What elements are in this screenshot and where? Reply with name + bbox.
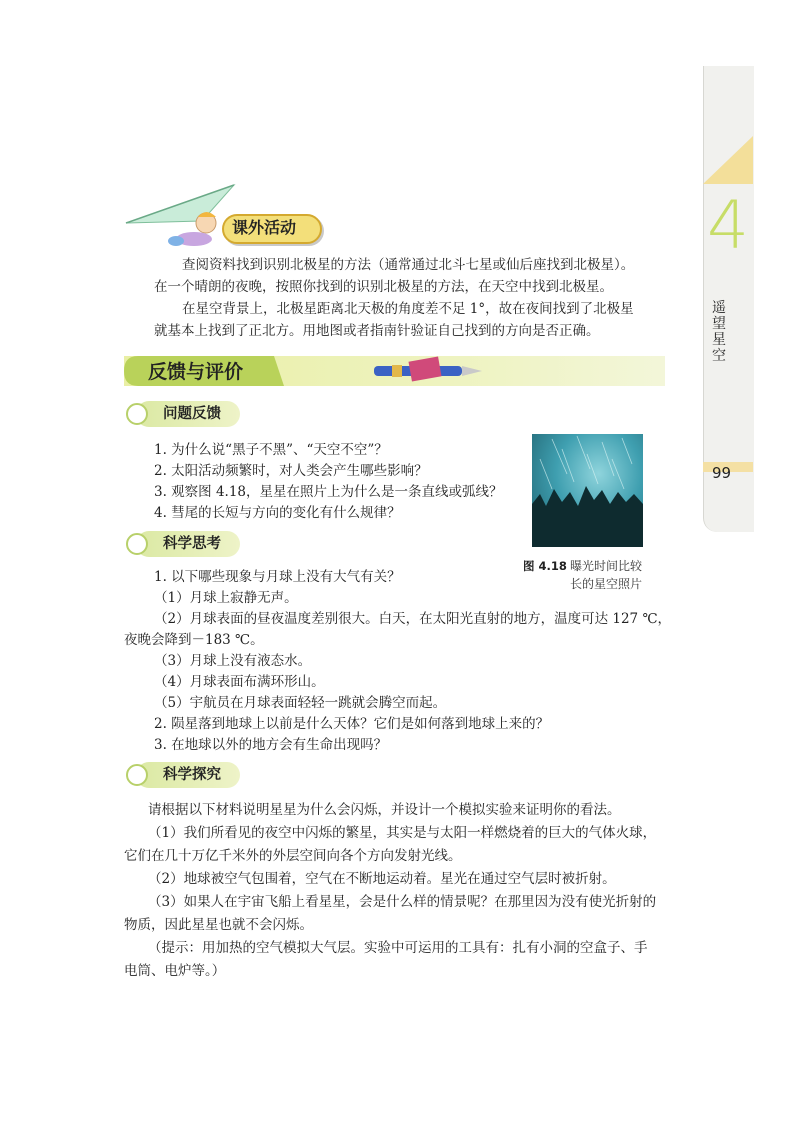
activity-title: 课外活动 xyxy=(232,218,297,237)
star-trail-photo xyxy=(532,434,643,547)
page-number: 99 xyxy=(712,464,732,482)
star-trail-image xyxy=(532,434,643,547)
activity-text-line: 查阅资料找到识别北极星的方法（通常通过北斗七星或仙后座找到北极星）。 xyxy=(182,257,635,273)
chapter-title: 遥望星空 xyxy=(712,300,726,364)
thinking-line: 夜晚会降到－183 ℃。 xyxy=(124,632,264,648)
science-inquiry-title: 科学探究 xyxy=(163,767,221,783)
figure-number: 图 4.18 xyxy=(523,559,567,573)
inquiry-line: （3）如果人在宇宙飞船上看星星，会是什么样的情景呢？在那里因为没有使光折射的 xyxy=(148,894,657,910)
thinking-line: 1. 以下哪些现象与月球上没有大气有关？ xyxy=(154,569,401,585)
thinking-line: （1）月球上寂静无声。 xyxy=(154,590,298,606)
pill-bullet-icon xyxy=(126,403,148,425)
thinking-line: （3）月球上没有液态水。 xyxy=(154,653,312,669)
tab-triangle-decoration xyxy=(703,136,753,184)
pill-bullet-icon xyxy=(126,764,148,786)
science-thinking-title: 科学思考 xyxy=(163,536,221,552)
inquiry-line: 电筒、电炉等。） xyxy=(124,963,226,979)
chapter-number: 4 xyxy=(707,187,749,264)
inquiry-line: （1）我们所看见的夜空中闪烁的繁星，其实是与太阳一样燃烧着的巨大的气体火球， xyxy=(148,825,657,841)
inquiry-line: 它们在几十万亿千米外的外层空间向各个方向发射光线。 xyxy=(124,848,462,864)
question-item: 1. 为什么说“黑子不黑”、“天空不空”？ xyxy=(154,442,388,458)
activity-text-line: 在星空背景上，北极星距离北天极的角度差不足 1°，故在夜间找到了北极星 xyxy=(182,301,634,317)
feedback-title: 反馈与评价 xyxy=(148,361,244,383)
question-feedback-title: 问题反馈 xyxy=(163,406,221,422)
thinking-line: 3. 在地球以外的地方会有生命出现吗？ xyxy=(154,737,388,753)
activity-text-line: 就基本上找到了正北方。用地图或者指南针验证自己找到的方向是否正确。 xyxy=(154,323,600,339)
question-item: 2. 太阳活动频繁时，对人类会产生哪些影响？ xyxy=(154,463,428,479)
inquiry-line: （提示：用加热的空气模拟大气层。实验中可运用的工具有：扎有小洞的空盒子、手 xyxy=(148,940,648,956)
inquiry-line: （2）地球被空气包围着，空气在不断地运动着。星光在通过空气层时被折射。 xyxy=(148,871,616,887)
inquiry-line: 请根据以下材料说明星星为什么会闪烁，并设计一个模拟实验来证明你的看法。 xyxy=(148,802,621,818)
thinking-line: （2）月球表面的昼夜温度差别很大。白天，在太阳光直射的地方，温度可达 127 ℃， xyxy=(154,611,672,627)
inquiry-line: 物质，因此星星也就不会闪烁。 xyxy=(124,917,313,933)
figure-caption-line: 曝光时间比较 xyxy=(570,559,643,573)
thinking-line: （4）月球表面布满环形山。 xyxy=(154,674,325,690)
pill-bullet-icon xyxy=(126,533,148,555)
fountain-pen-illustration xyxy=(370,356,490,386)
figure-caption-line: 长的星空照片 xyxy=(570,577,643,591)
thinking-line: 2. 陨星落到地球上以前是什么天体？它们是如何落到地球上来的？ xyxy=(154,716,550,732)
activity-text-line: 在一个晴朗的夜晚，按照你找到的识别北极星的方法，在天空中找到北极星。 xyxy=(154,279,613,295)
question-item: 4. 彗尾的长短与方向的变化有什么规律？ xyxy=(154,505,401,521)
thinking-line: （5）宇航员在月球表面轻轻一跳就会腾空而起。 xyxy=(154,695,447,711)
question-item: 3. 观察图 4.18，星星在照片上为什么是一条直线或弧线？ xyxy=(154,484,503,500)
